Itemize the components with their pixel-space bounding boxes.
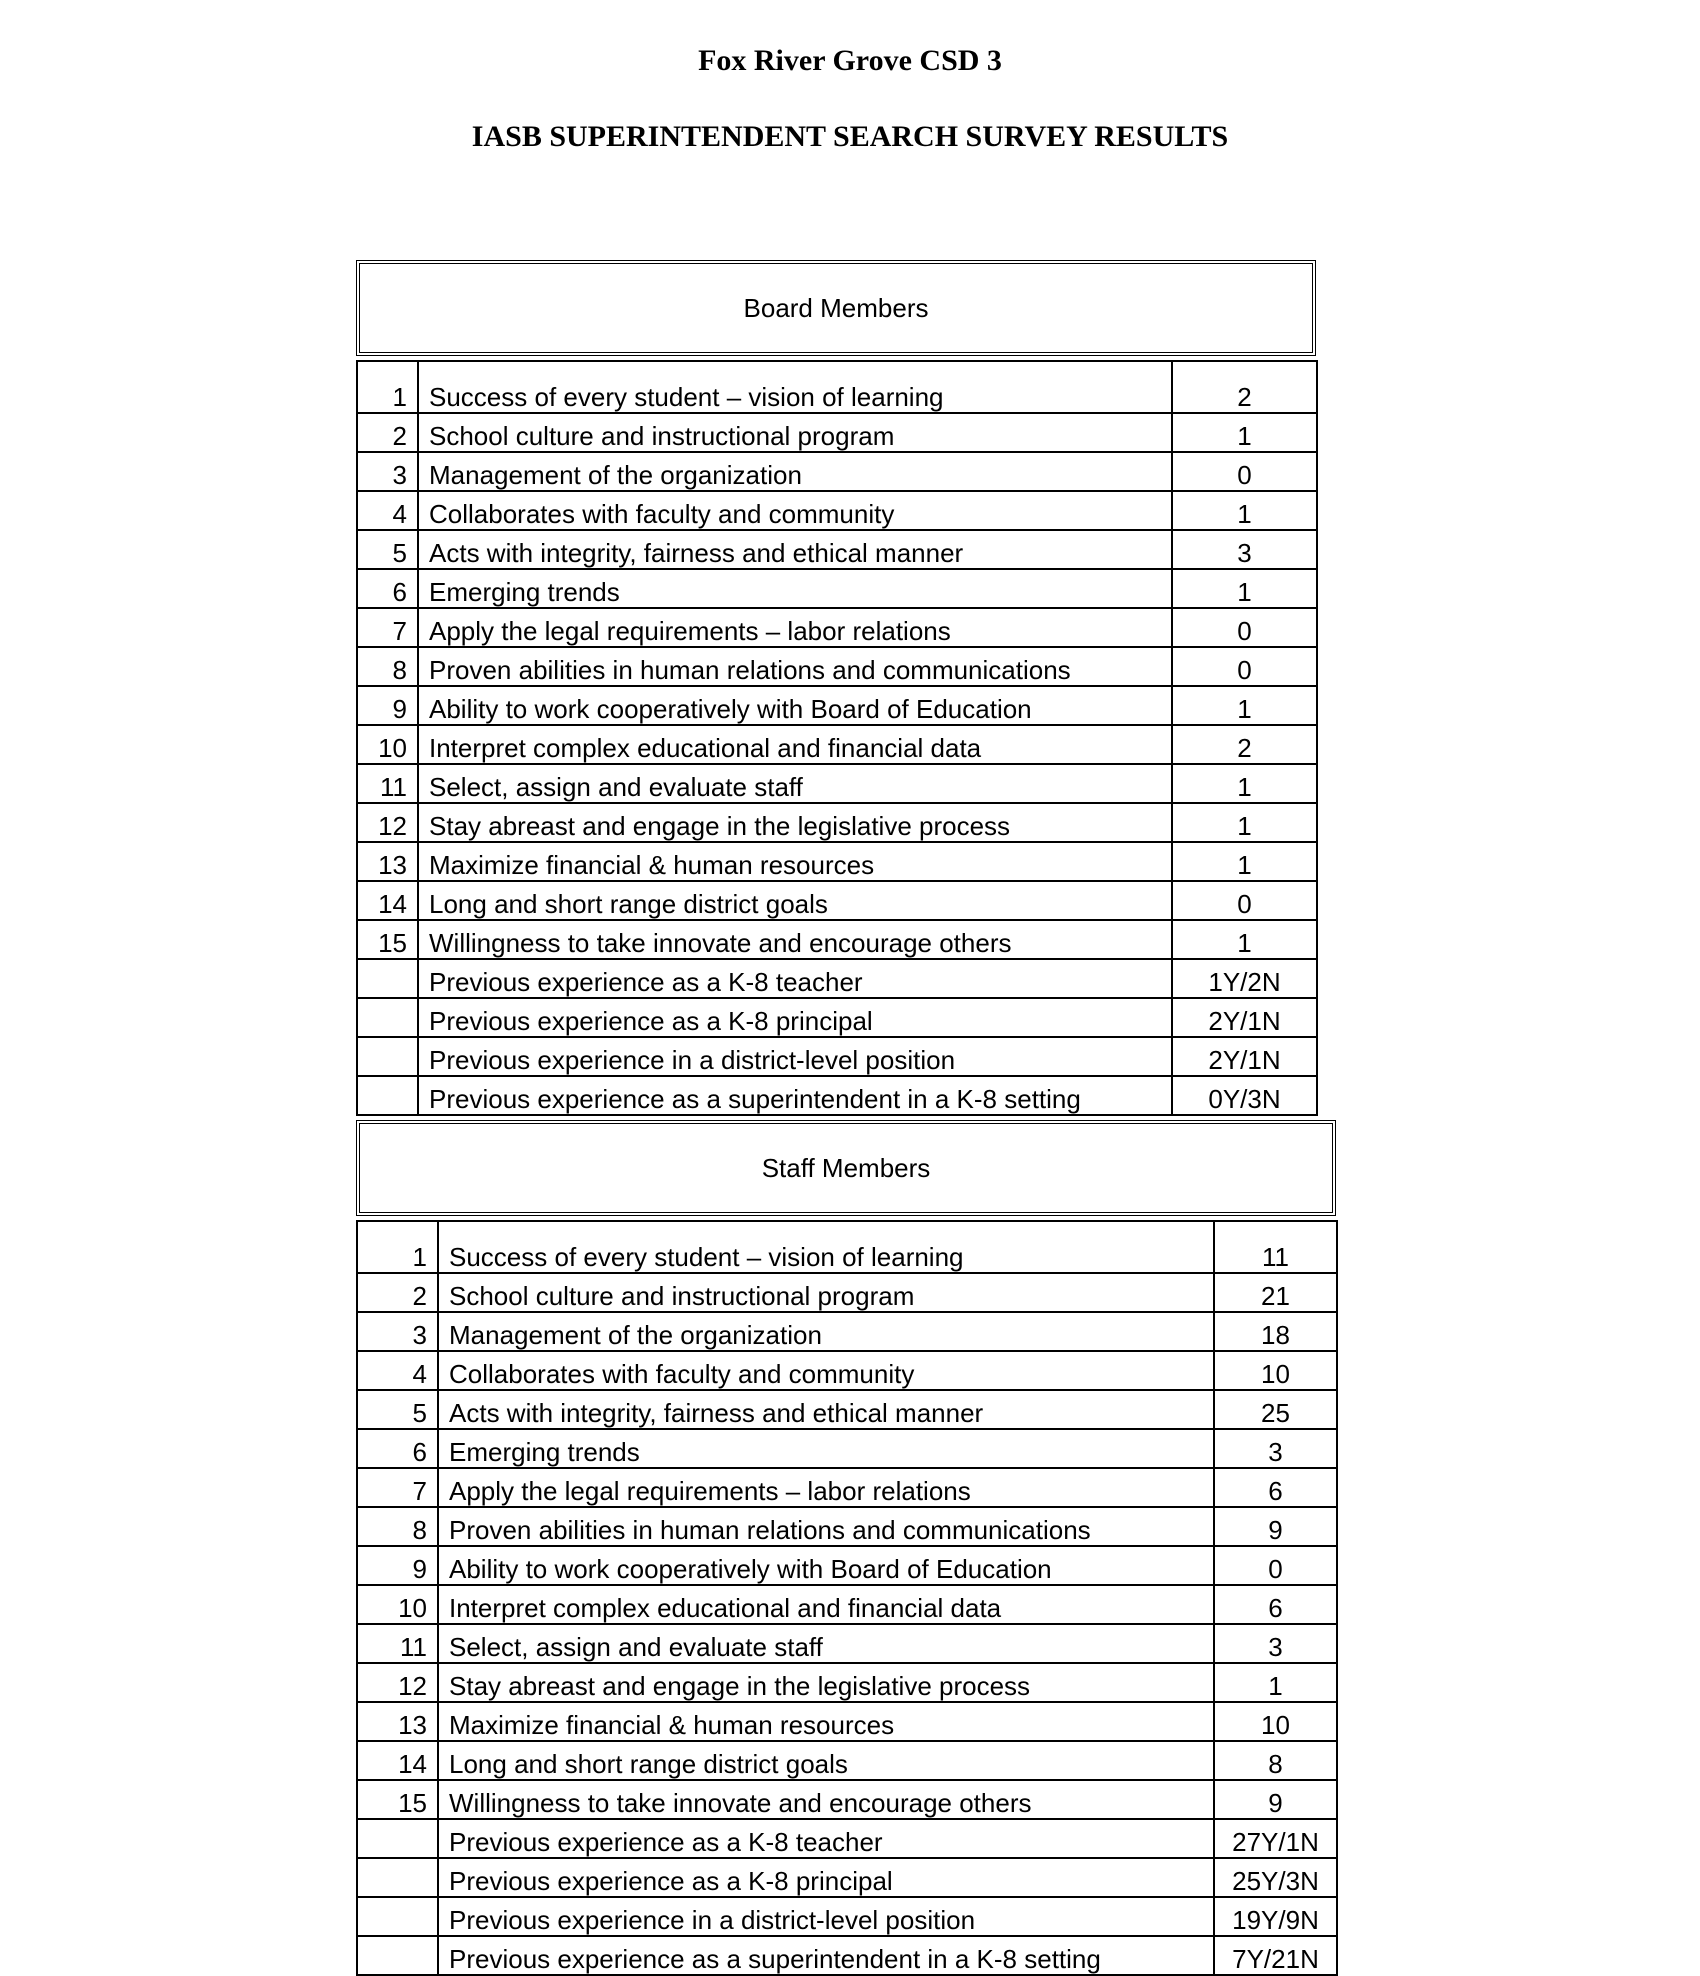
- row-number: 13: [357, 842, 418, 881]
- row-number: 9: [357, 1546, 438, 1585]
- row-value: 1: [1172, 764, 1317, 803]
- row-number: 10: [357, 1585, 438, 1624]
- board-members-table: [356, 360, 1318, 1116]
- table-row: [357, 881, 1317, 920]
- row-label: Emerging trends: [418, 569, 1172, 608]
- row-label: Select, assign and evaluate staff: [438, 1624, 1214, 1663]
- row-value: 3: [1214, 1429, 1337, 1468]
- table-row: [357, 530, 1317, 569]
- table-row: [357, 1741, 1337, 1780]
- row-value: 1Y/2N: [1172, 959, 1317, 998]
- row-label: Previous experience as a K-8 teacher: [438, 1819, 1214, 1858]
- table-row: [357, 1390, 1337, 1429]
- row-number: [357, 1936, 438, 1975]
- table-row: [357, 1468, 1337, 1507]
- row-label: Maximize financial & human resources: [438, 1702, 1214, 1741]
- row-label: Willingness to take innovate and encourage others: [418, 920, 1172, 959]
- row-number: 11: [357, 764, 418, 803]
- row-number: 15: [357, 920, 418, 959]
- row-label: Ability to work cooperatively with Board of Education: [418, 686, 1172, 725]
- row-label: School culture and instructional program: [418, 413, 1172, 452]
- row-label: Previous experience in a district-level position: [438, 1897, 1214, 1936]
- row-number: 6: [357, 1429, 438, 1468]
- row-number: 4: [357, 1351, 438, 1390]
- table-row: [357, 1221, 1337, 1273]
- table-row: [357, 608, 1317, 647]
- row-number: 2: [357, 1273, 438, 1312]
- row-value: 10: [1214, 1351, 1337, 1390]
- row-number: 1: [357, 361, 418, 413]
- table-row: [357, 1312, 1337, 1351]
- table-row: [357, 1624, 1337, 1663]
- row-value: 7Y/21N: [1214, 1936, 1337, 1975]
- row-label: Previous experience as a superintendent in a K-8 setting: [438, 1936, 1214, 1975]
- row-label: Interpret complex educational and financial data: [438, 1585, 1214, 1624]
- board-members-heading: Board Members: [356, 260, 1316, 356]
- table-row: [357, 1858, 1337, 1897]
- row-value: 1: [1214, 1663, 1337, 1702]
- staff-members-table: [356, 1220, 1338, 1976]
- row-label: Success of every student – vision of learning: [418, 361, 1172, 413]
- row-label: Apply the legal requirements – labor relations: [438, 1468, 1214, 1507]
- row-value: 0: [1172, 452, 1317, 491]
- row-number: 12: [357, 1663, 438, 1702]
- row-value: 1: [1172, 491, 1317, 530]
- row-label: Proven abilities in human relations and communications: [418, 647, 1172, 686]
- table-row: [357, 959, 1317, 998]
- row-number: 4: [357, 491, 418, 530]
- table-row: [357, 1585, 1337, 1624]
- row-label: Previous experience as a superintendent in a K-8 setting: [418, 1076, 1172, 1115]
- row-value: 10: [1214, 1702, 1337, 1741]
- row-value: 1: [1172, 413, 1317, 452]
- staff-members-section: [356, 1120, 1336, 1976]
- table-row: [357, 452, 1317, 491]
- table-row: [357, 686, 1317, 725]
- row-number: 2: [357, 413, 418, 452]
- table-row: [357, 998, 1317, 1037]
- row-value: 21: [1214, 1273, 1337, 1312]
- row-label: School culture and instructional program: [438, 1273, 1214, 1312]
- row-value: 6: [1214, 1468, 1337, 1507]
- row-number: 13: [357, 1702, 438, 1741]
- row-value: 3: [1172, 530, 1317, 569]
- row-number: [357, 998, 418, 1037]
- row-value: 1: [1172, 569, 1317, 608]
- row-number: 10: [357, 725, 418, 764]
- table-row: [357, 1076, 1317, 1115]
- row-number: 6: [357, 569, 418, 608]
- row-label: Willingness to take innovate and encourage others: [438, 1780, 1214, 1819]
- row-value: 0: [1172, 647, 1317, 686]
- row-label: Long and short range district goals: [438, 1741, 1214, 1780]
- table-row: [357, 1429, 1337, 1468]
- row-value: 2Y/1N: [1172, 998, 1317, 1037]
- row-value: 19Y/9N: [1214, 1897, 1337, 1936]
- staff-members-heading: Staff Members: [356, 1120, 1336, 1216]
- row-label: Ability to work cooperatively with Board of Education: [438, 1546, 1214, 1585]
- row-value: 8: [1214, 1741, 1337, 1780]
- row-number: 5: [357, 1390, 438, 1429]
- row-value: 1: [1172, 803, 1317, 842]
- table-row: [357, 842, 1317, 881]
- row-number: 14: [357, 1741, 438, 1780]
- district-title: Fox River Grove CSD 3: [698, 44, 1002, 77]
- row-label: Management of the organization: [418, 452, 1172, 491]
- table-row: [357, 1702, 1337, 1741]
- row-label: Interpret complex educational and financial data: [418, 725, 1172, 764]
- table-row: [357, 361, 1317, 413]
- row-value: 25Y/3N: [1214, 1858, 1337, 1897]
- table-row: [357, 920, 1317, 959]
- row-number: [357, 1897, 438, 1936]
- row-label: Success of every student – vision of learning: [438, 1221, 1214, 1273]
- row-label: Emerging trends: [438, 1429, 1214, 1468]
- table-row: [357, 803, 1317, 842]
- row-number: [357, 1037, 418, 1076]
- row-label: Management of the organization: [438, 1312, 1214, 1351]
- table-row: [357, 569, 1317, 608]
- row-number: 8: [357, 1507, 438, 1546]
- row-number: 7: [357, 1468, 438, 1507]
- table-row: [357, 1936, 1337, 1975]
- row-number: 5: [357, 530, 418, 569]
- row-value: 0Y/3N: [1172, 1076, 1317, 1115]
- table-row: [357, 1507, 1337, 1546]
- row-value: 9: [1214, 1507, 1337, 1546]
- table-row: [357, 413, 1317, 452]
- row-value: 9: [1214, 1780, 1337, 1819]
- row-label: Previous experience as a K-8 principal: [418, 998, 1172, 1037]
- table-row: [357, 1819, 1337, 1858]
- row-number: 11: [357, 1624, 438, 1663]
- table-row: [357, 1037, 1317, 1076]
- row-label: Previous experience in a district-level position: [418, 1037, 1172, 1076]
- row-value: 1: [1172, 686, 1317, 725]
- row-number: 7: [357, 608, 418, 647]
- document-title: IASB SUPERINTENDENT SEARCH SURVEY RESULTS: [471, 120, 1229, 153]
- row-number: [357, 959, 418, 998]
- row-label: Select, assign and evaluate staff: [418, 764, 1172, 803]
- row-value: 25: [1214, 1390, 1337, 1429]
- row-label: Previous experience as a K-8 teacher: [418, 959, 1172, 998]
- row-number: 15: [357, 1780, 438, 1819]
- table-row: [357, 1351, 1337, 1390]
- table-row: [357, 1663, 1337, 1702]
- row-value: 1: [1172, 842, 1317, 881]
- row-value: 0: [1172, 608, 1317, 647]
- row-label: Stay abreast and engage in the legislative process: [418, 803, 1172, 842]
- table-row: [357, 1897, 1337, 1936]
- row-value: 18: [1214, 1312, 1337, 1351]
- table-row: [357, 725, 1317, 764]
- row-label: Stay abreast and engage in the legislative process: [438, 1663, 1214, 1702]
- row-number: [357, 1858, 438, 1897]
- row-label: Acts with integrity, fairness and ethical manner: [438, 1390, 1214, 1429]
- table-row: [357, 647, 1317, 686]
- row-label: Acts with integrity, fairness and ethical manner: [418, 530, 1172, 569]
- table-row: [357, 1546, 1337, 1585]
- row-number: 14: [357, 881, 418, 920]
- row-number: 9: [357, 686, 418, 725]
- row-label: Long and short range district goals: [418, 881, 1172, 920]
- row-value: 2: [1172, 725, 1317, 764]
- row-number: 3: [357, 452, 418, 491]
- row-value: 1: [1172, 920, 1317, 959]
- row-label: Previous experience as a K-8 principal: [438, 1858, 1214, 1897]
- row-value: 2: [1172, 361, 1317, 413]
- row-value: 11: [1214, 1221, 1337, 1273]
- row-value: 0: [1172, 881, 1317, 920]
- table-row: [357, 491, 1317, 530]
- row-value: 3: [1214, 1624, 1337, 1663]
- table-row: [357, 1780, 1337, 1819]
- row-label: Proven abilities in human relations and communications: [438, 1507, 1214, 1546]
- table-row: [357, 1273, 1337, 1312]
- row-value: 0: [1214, 1546, 1337, 1585]
- row-value: 6: [1214, 1585, 1337, 1624]
- row-label: Collaborates with faculty and community: [418, 491, 1172, 530]
- row-number: 8: [357, 647, 418, 686]
- row-label: Maximize financial & human resources: [418, 842, 1172, 881]
- row-value: 2Y/1N: [1172, 1037, 1317, 1076]
- row-number: [357, 1076, 418, 1115]
- row-value: 27Y/1N: [1214, 1819, 1337, 1858]
- row-label: Collaborates with faculty and community: [438, 1351, 1214, 1390]
- row-number: 12: [357, 803, 418, 842]
- board-members-section: [356, 260, 1316, 1116]
- row-number: [357, 1819, 438, 1858]
- row-label: Apply the legal requirements – labor relations: [418, 608, 1172, 647]
- row-number: 1: [357, 1221, 438, 1273]
- row-number: 3: [357, 1312, 438, 1351]
- table-row: [357, 764, 1317, 803]
